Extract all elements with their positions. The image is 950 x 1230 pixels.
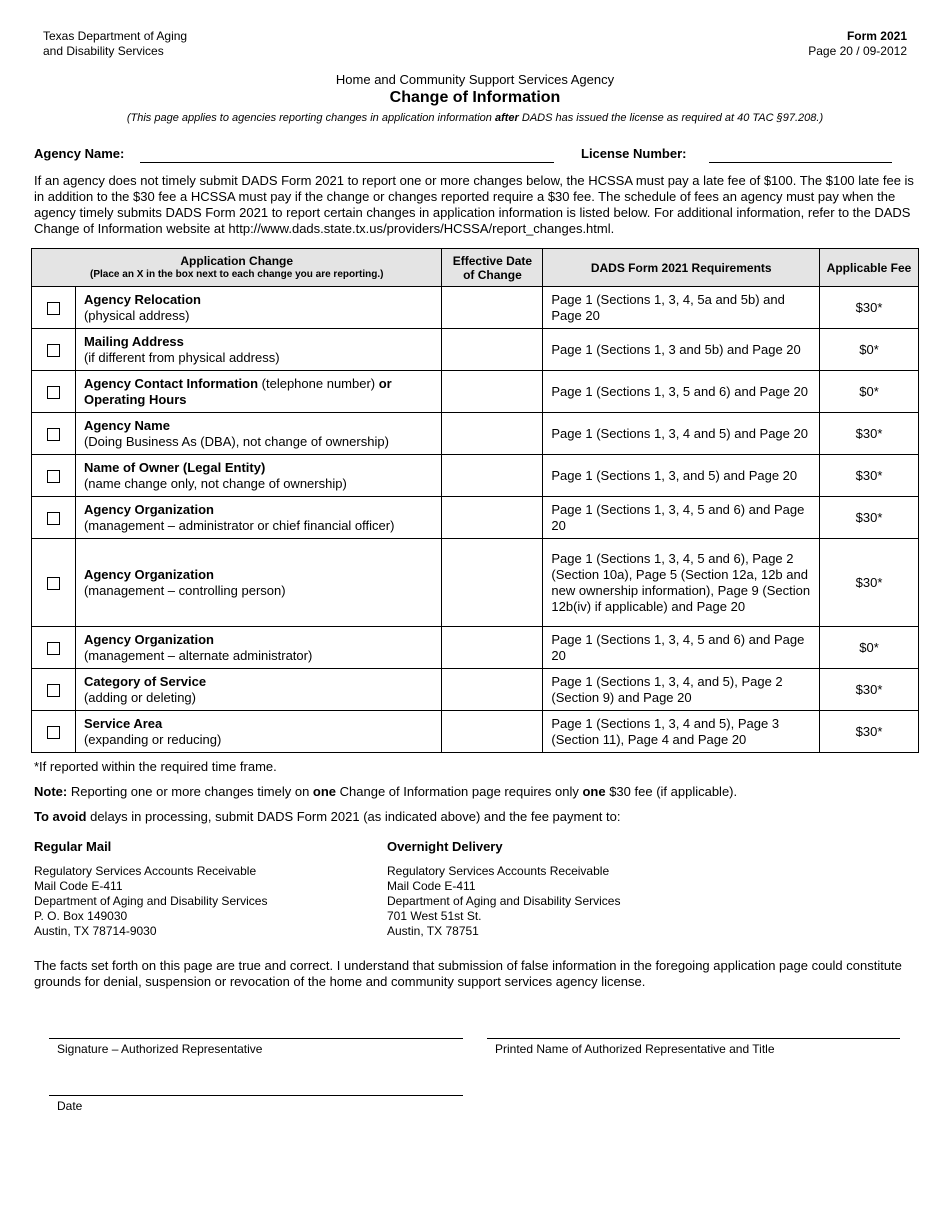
change-checkbox[interactable] (47, 512, 60, 525)
checkbox-cell (32, 371, 76, 413)
effective-date-field[interactable] (442, 497, 543, 539)
requirements-cell: Page 1 (Sections 1, 3, 4, 5 and 6), Page 2 (Section 10a), Page 5 (Section 12a, 12b and new ownership information), Page 9 (Section 12b(iv) if applicable) and Page 20 (543, 539, 820, 627)
change-checkbox[interactable] (47, 344, 60, 357)
form-info (808, 29, 907, 59)
note-emphasis: one (582, 784, 606, 799)
change-checkbox[interactable] (47, 302, 60, 315)
applicability-note (0, 110, 950, 126)
fee-cell: $30* (820, 455, 919, 497)
fee-cell: $30* (820, 413, 919, 455)
requirements-cell: Page 1 (Sections 1, 3 and 5b) and Page 20 (543, 329, 820, 371)
table-row (32, 371, 919, 413)
checkbox-cell (32, 287, 76, 329)
change-title-or: or (378, 375, 392, 391)
change-detail: (management – administrator or chief financial officer) (83, 517, 395, 533)
page-title: Change of Information (389, 89, 561, 106)
checkbox-cell (32, 455, 76, 497)
change-title-detail: (telephone number) (258, 375, 379, 391)
change-description (75, 287, 442, 329)
change-checkbox[interactable] (47, 642, 60, 655)
fee-cell: $30* (820, 539, 919, 627)
applicability-note-part: DADS has issued the license as required at 40 TAC §97.208.) (518, 112, 824, 124)
agency-line-2: and Disability Services (43, 44, 164, 58)
date-label: Date (57, 1099, 83, 1113)
fee-cell: $30* (820, 711, 919, 753)
table-row (32, 497, 919, 539)
date-field[interactable] (49, 1095, 463, 1096)
regular-mail-address (34, 839, 267, 939)
address-line: 701 West 51st St. (387, 909, 482, 923)
requirements-cell: Page 1 (Sections 1, 3, and 5) and Page 20 (543, 455, 820, 497)
license-number-field[interactable] (709, 162, 892, 163)
form-number: Form 2021 (846, 29, 907, 43)
page-info: Page 20 / 09-2012 (808, 44, 907, 58)
change-title: Name of Owner (Legal Entity) (83, 459, 266, 475)
address-line: Austin, TX 78714-9030 (34, 924, 157, 938)
checkbox-cell (32, 413, 76, 455)
overnight-delivery-address (387, 839, 620, 939)
change-checkbox[interactable] (47, 684, 60, 697)
address-line: Department of Aging and Disability Services (387, 894, 621, 908)
fee-cell: $0* (820, 329, 919, 371)
agency-name-label: Agency Name: (34, 146, 125, 161)
header-application-change-label: Application Change (180, 254, 294, 268)
requirements-cell: Page 1 (Sections 1, 3, 4, 5a and 5b) and Page 20 (543, 287, 820, 329)
requirements-cell: Page 1 (Sections 1, 3, 4 and 5), Page 3 (Section 11), Page 4 and Page 20 (543, 711, 820, 753)
effective-date-field[interactable] (442, 329, 543, 371)
change-detail: (Doing Business As (DBA), not change of ownership) (83, 433, 389, 449)
table-row (32, 455, 919, 497)
note-text: $30 fee (if applicable). (605, 784, 738, 799)
applicability-note-bold: after (494, 112, 519, 124)
effective-date-field[interactable] (442, 455, 543, 497)
table-row (32, 627, 919, 669)
address-line: Mail Code E-411 (34, 879, 123, 893)
change-description (75, 539, 442, 627)
note-text: Change of Information page requires only (336, 784, 583, 799)
fee-footnote: *If reported within the required time frame. (34, 759, 277, 774)
change-detail: (if different from physical address) (83, 349, 280, 365)
header-application-change-sub: (Place an X in the box next to each change you are reporting.) (90, 269, 384, 280)
effective-date-field[interactable] (442, 711, 543, 753)
change-description (75, 669, 442, 711)
change-description (75, 627, 442, 669)
change-table (31, 248, 919, 753)
change-description (75, 329, 442, 371)
fee-note (34, 784, 737, 799)
fee-cell: $30* (820, 287, 919, 329)
avoid-text: delays in processing, submit DADS Form 2021 (as indicated above) and the fee payment to: (86, 809, 621, 824)
change-detail: (management – alternate administrator) (83, 647, 313, 663)
fee-cell: $0* (820, 371, 919, 413)
signature-label: Signature – Authorized Representative (57, 1042, 263, 1056)
address-line: Regulatory Services Accounts Receivable (387, 864, 610, 878)
change-checkbox[interactable] (47, 470, 60, 483)
agency-line-1: Texas Department of Aging (43, 29, 188, 43)
checkbox-cell (32, 711, 76, 753)
checkbox-cell (32, 539, 76, 627)
table-row (32, 711, 919, 753)
effective-date-field[interactable] (442, 371, 543, 413)
change-detail: Operating Hours (83, 391, 187, 407)
effective-date-field[interactable] (442, 413, 543, 455)
certification-statement: The facts set forth on this page are true and correct. I understand that submission of false information in the foregoing application page could constitute grounds for denial, suspension or revocation of the home and community support services agency license. (34, 958, 902, 989)
header-requirements: DADS Form 2021 Requirements (543, 249, 820, 287)
signature-field[interactable] (49, 1038, 463, 1039)
license-number-label: License Number: (581, 146, 687, 161)
change-detail: (adding or deleting) (83, 689, 196, 705)
header-effective-date: Effective Date of Change (442, 249, 543, 287)
title-block (0, 72, 950, 126)
address-line: Mail Code E-411 (387, 879, 476, 893)
change-description (75, 455, 442, 497)
fee-cell: $30* (820, 669, 919, 711)
change-detail: (management – controlling person) (83, 582, 286, 598)
overnight-delivery-heading: Overnight Delivery (387, 839, 503, 854)
requirements-cell: Page 1 (Sections 1, 3, 4, 5 and 6) and Page 20 (543, 497, 820, 539)
checkbox-cell (32, 627, 76, 669)
requirements-cell: Page 1 (Sections 1, 3, 5 and 6) and Page 20 (543, 371, 820, 413)
submission-instruction (34, 809, 621, 824)
checkbox-cell (32, 329, 76, 371)
checkbox-cell (32, 669, 76, 711)
change-detail: (physical address) (83, 307, 190, 323)
change-description (75, 413, 442, 455)
agency-header (43, 29, 187, 59)
address-line: Department of Aging and Disability Services (34, 894, 268, 908)
requirements-cell: Page 1 (Sections 1, 3, 4, 5 and 6) and Page 20 (543, 627, 820, 669)
change-title: Agency Name (83, 417, 170, 433)
change-title: Agency Contact Information (83, 375, 259, 391)
change-detail: (expanding or reducing) (83, 731, 222, 747)
table-header-row (32, 249, 919, 287)
intro-paragraph: If an agency does not timely submit DADS Form 2021 to report one or more changes below, the HCSSA must pay a late fee of $100. The $100 late fee is in addition to the $30 fee a HCSSA must pay if the change or changes reported require a $30 fee. The schedule of fees an agency must pay when the agency timely submits DADS Form 2021 to report certain changes in application information is listed below. For additional information, refer to the DADS Change of Information website at http://www.dads.state.tx.us/providers/HCSSA/report_changes.html. (34, 173, 914, 236)
page-subtitle: Home and Community Support Services Agency (335, 72, 615, 87)
requirements-cell: Page 1 (Sections 1, 3, 4, and 5), Page 2 (Section 9) and Page 20 (543, 669, 820, 711)
table-row (32, 287, 919, 329)
change-title: Agency Organization (83, 501, 214, 517)
note-emphasis: one (312, 784, 337, 799)
effective-date-field[interactable] (442, 539, 543, 627)
fee-cell: $30* (820, 497, 919, 539)
agency-fields (34, 146, 914, 166)
avoid-label: To avoid (34, 809, 87, 824)
change-detail: (name change only, not change of ownership) (83, 475, 347, 491)
address-line: Regulatory Services Accounts Receivable (34, 864, 257, 878)
change-checkbox[interactable] (47, 726, 60, 739)
requirements-cell: Page 1 (Sections 1, 3, 4 and 5) and Page 20 (543, 413, 820, 455)
regular-mail-heading: Regular Mail (34, 839, 112, 854)
table-row (32, 539, 919, 627)
table-row (32, 669, 919, 711)
change-description (75, 371, 442, 413)
applicability-note-part: (This page applies to agencies reporting changes in application information (126, 112, 495, 124)
change-title: Agency Relocation (83, 291, 201, 307)
checkbox-cell (32, 497, 76, 539)
printed-name-field[interactable] (487, 1038, 900, 1039)
address-line: P. O. Box 149030 (34, 909, 128, 923)
header-application-change (32, 249, 442, 287)
change-checkbox[interactable] (47, 428, 60, 441)
change-title: Agency Organization (83, 566, 214, 582)
printed-name-label: Printed Name of Authorized Representative and Title (495, 1042, 775, 1056)
header-fee: Applicable Fee (820, 249, 919, 287)
note-label: Note: (34, 784, 68, 799)
effective-date-field[interactable] (442, 627, 543, 669)
change-description (75, 497, 442, 539)
table-row (32, 329, 919, 371)
fee-cell: $0* (820, 627, 919, 669)
effective-date-field[interactable] (442, 669, 543, 711)
note-text: Reporting one or more changes timely on (67, 784, 313, 799)
change-title: Agency Organization (83, 631, 214, 647)
agency-name-field[interactable] (140, 162, 554, 163)
table-row (32, 413, 919, 455)
effective-date-field[interactable] (442, 287, 543, 329)
change-description (75, 711, 442, 753)
change-checkbox[interactable] (47, 386, 60, 399)
change-checkbox[interactable] (47, 577, 60, 590)
change-title: Mailing Address (83, 333, 184, 349)
address-line: Austin, TX 78751 (387, 924, 479, 938)
change-title: Category of Service (83, 673, 207, 689)
change-title: Service Area (83, 715, 163, 731)
